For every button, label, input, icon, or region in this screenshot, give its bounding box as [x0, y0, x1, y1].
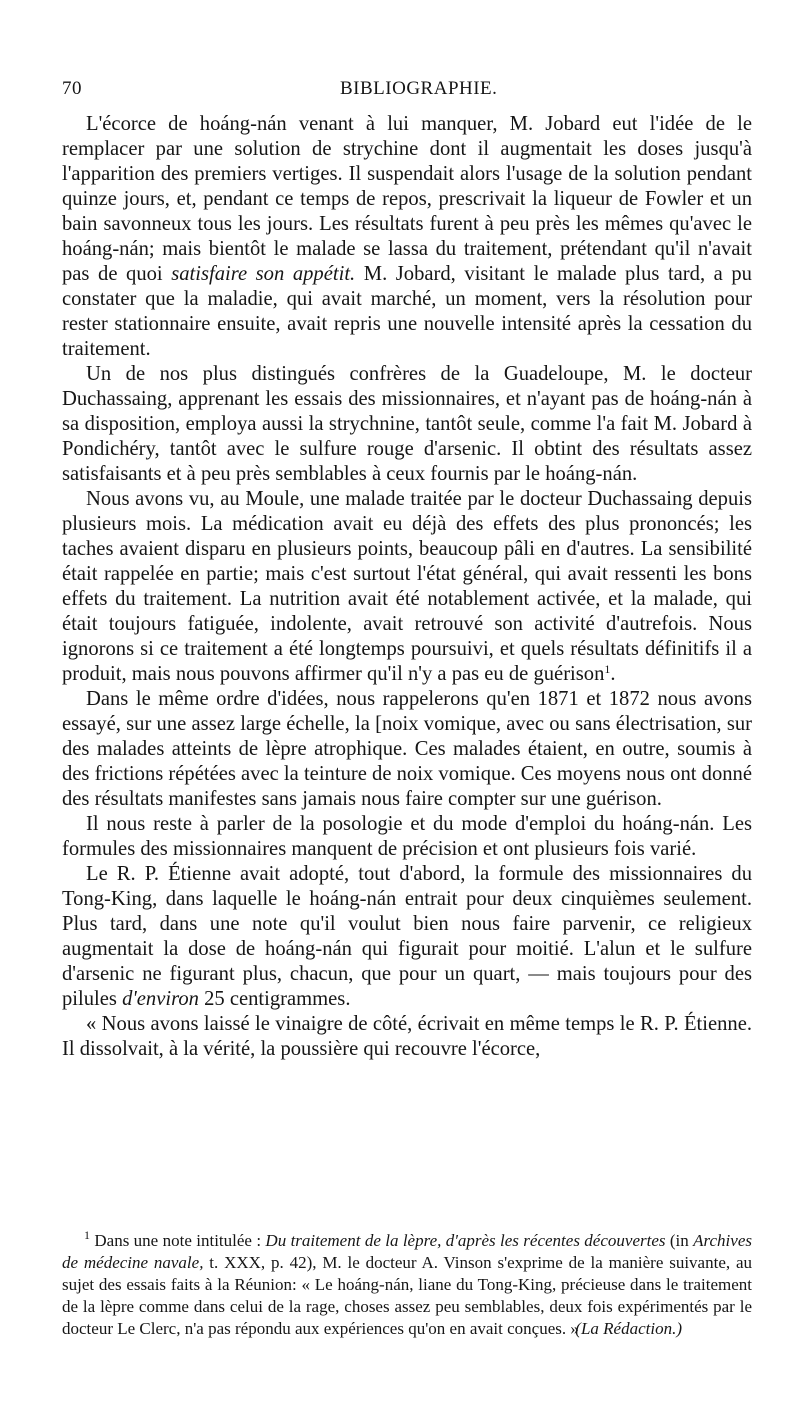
text-run: Il nous reste à parler de la posologie et du mode d'emploi du hoáng-nán. Les formules des missionnaires manquent de précision et ont plusieurs fois varié.	[62, 813, 752, 860]
text-run: (in	[665, 1231, 694, 1250]
paragraph	[62, 112, 752, 362]
footnote-mark: 1	[84, 1228, 90, 1242]
text-run: L'écorce de hoáng-nán venant à lui manquer, M. Jobard eut l'idée de le remplacer par une solution de strychine dont il augmentait les doses jusqu'à l'apparition des premiers vertiges. Il suspendait alors l'usage de la solution pendant quinze jours, et, pendant ce temps de repos, prescrivait la liqueur de Fowler et un bain savonneux tous les jours. Les résultats furent à peu près les mêmes qu'avec le hoáng-nán; mais bientôt le malade se lassa du traitement, prétendant qu'il n'avait pas de quoi	[62, 113, 752, 285]
italic-text: Archives de médecine navale,	[62, 1231, 752, 1272]
footnote	[62, 1230, 752, 1340]
paragraph	[62, 687, 752, 812]
text-run: « Nous avons laissé le vinaigre de côté, écrivait en même temps le R. P. Étienne. Il dissolvait, à la vérité, la poussière qui recouvre l'écorce,	[62, 1013, 752, 1060]
text-run: Dans le même ordre d'idées, nous rappelerons qu'en 1871 et 1872 nous avons essayé, sur une assez large échelle, la [noix vomique, avec ou sans électrisation, sur des malades atteints de lèpre atrophique. Ces malades étaient, en outre, soumis à des frictions répétées avec la teinture de noix vomique. Ces moyens nous ont donné des résultats manifestes sans jamais nous faire compter sur une guérison.	[62, 688, 752, 810]
italic-text: Du traitement de la lèpre, d'après les récentes découvertes	[265, 1231, 666, 1250]
paragraph	[62, 862, 752, 1012]
text-run: 25 centigrammes.	[198, 988, 351, 1010]
page-header	[62, 78, 752, 104]
running-title: BIBLIOGRAPHIE.	[340, 78, 498, 99]
paragraph	[62, 1012, 752, 1062]
text-run: Dans une note intitulée :	[90, 1231, 266, 1250]
text-run: M. Jobard, visitant le malade plus tard, a pu constater que la maladie, qui avait marché, un moment, vers la résolution pour rester stationnaire ensuite, avait repris une nouvelle intensité après la cessation du traitement.	[62, 263, 752, 360]
paragraph	[62, 812, 752, 862]
italic-text: d'environ	[122, 988, 199, 1010]
text-run: t. XXX, p. 42), M. le docteur A. Vinson s'exprime de la manière suivante, au sujet des essais faits à la Réunion: « Le hoáng-nán, liane du Tong-King, précieuse dans le traitement de la lèpre comme dans celui de la rage, choses assez peu semblables, deux fois expérimentés par le docteur Le Clerc, n'a pas répondu aux expériences qu'on en avait conçues. »	[62, 1253, 752, 1338]
main-text	[62, 112, 752, 1062]
text-run: Un de nos plus distingués confrères de la Guadeloupe, M. le docteur Duchassaing, apprenant les essais des missionnaires, et n'ayant pas de hoáng-nán à sa disposition, employa aussi la strychnine, tantôt seule, comme l'a fait M. Jobard à Pondichéry, tantôt avec le sulfure rouge d'arsenic. Il obtint des résultats assez satisfaisants et à peu près semblables à ceux fournis par le hoáng-nán.	[62, 363, 752, 485]
text-run: Nous avons vu, au Moule, une malade traitée par le docteur Duchassaing depuis plusieurs mois. La médication avait eu déjà des effets des plus prononcés; les taches avaient disparu en plusieurs points, beaucoup pâli en d'autres. La sensibilité était rappelée en partie; mais c'est surtout l'état général, qui avait ressenti les bons effets du traitement. La nutrition avait été notablement activée, et la malade, qui était toujours fatiguée, indolente, avait retrouvé son activité d'autrefois. Nous ignorons si ce traitement a été longtemps poursuivi, et quels résultats définitifs il a produit, mais nous pouvons affirmer qu'il n'y a pas eu de guérison	[62, 488, 752, 685]
italic-text: satisfaire son appétit.	[171, 263, 356, 285]
paragraph	[62, 487, 752, 687]
text-run: Le R. P. Étienne avait adopté, tout d'abord, la formule des missionnaires du Tong-King, dans laquelle le hoáng-nán entrait pour deux cinquièmes seulement. Plus tard, dans une note qu'il voulut bien nous faire parvenir, ce religieux augmentait la dose de hoáng-nán qui figurait pour moitié. L'alun et le sulfure d'arsenic ne figurant plus, chacun, que pour un quart, — mais toujours pour des pilules	[62, 863, 752, 1010]
footnote-reference[interactable]: 1	[604, 662, 611, 676]
footnote-signature: (La Rédaction.)	[575, 1319, 682, 1338]
page-number: 70	[62, 78, 82, 99]
paragraph	[62, 362, 752, 487]
text-run: .	[610, 663, 616, 685]
